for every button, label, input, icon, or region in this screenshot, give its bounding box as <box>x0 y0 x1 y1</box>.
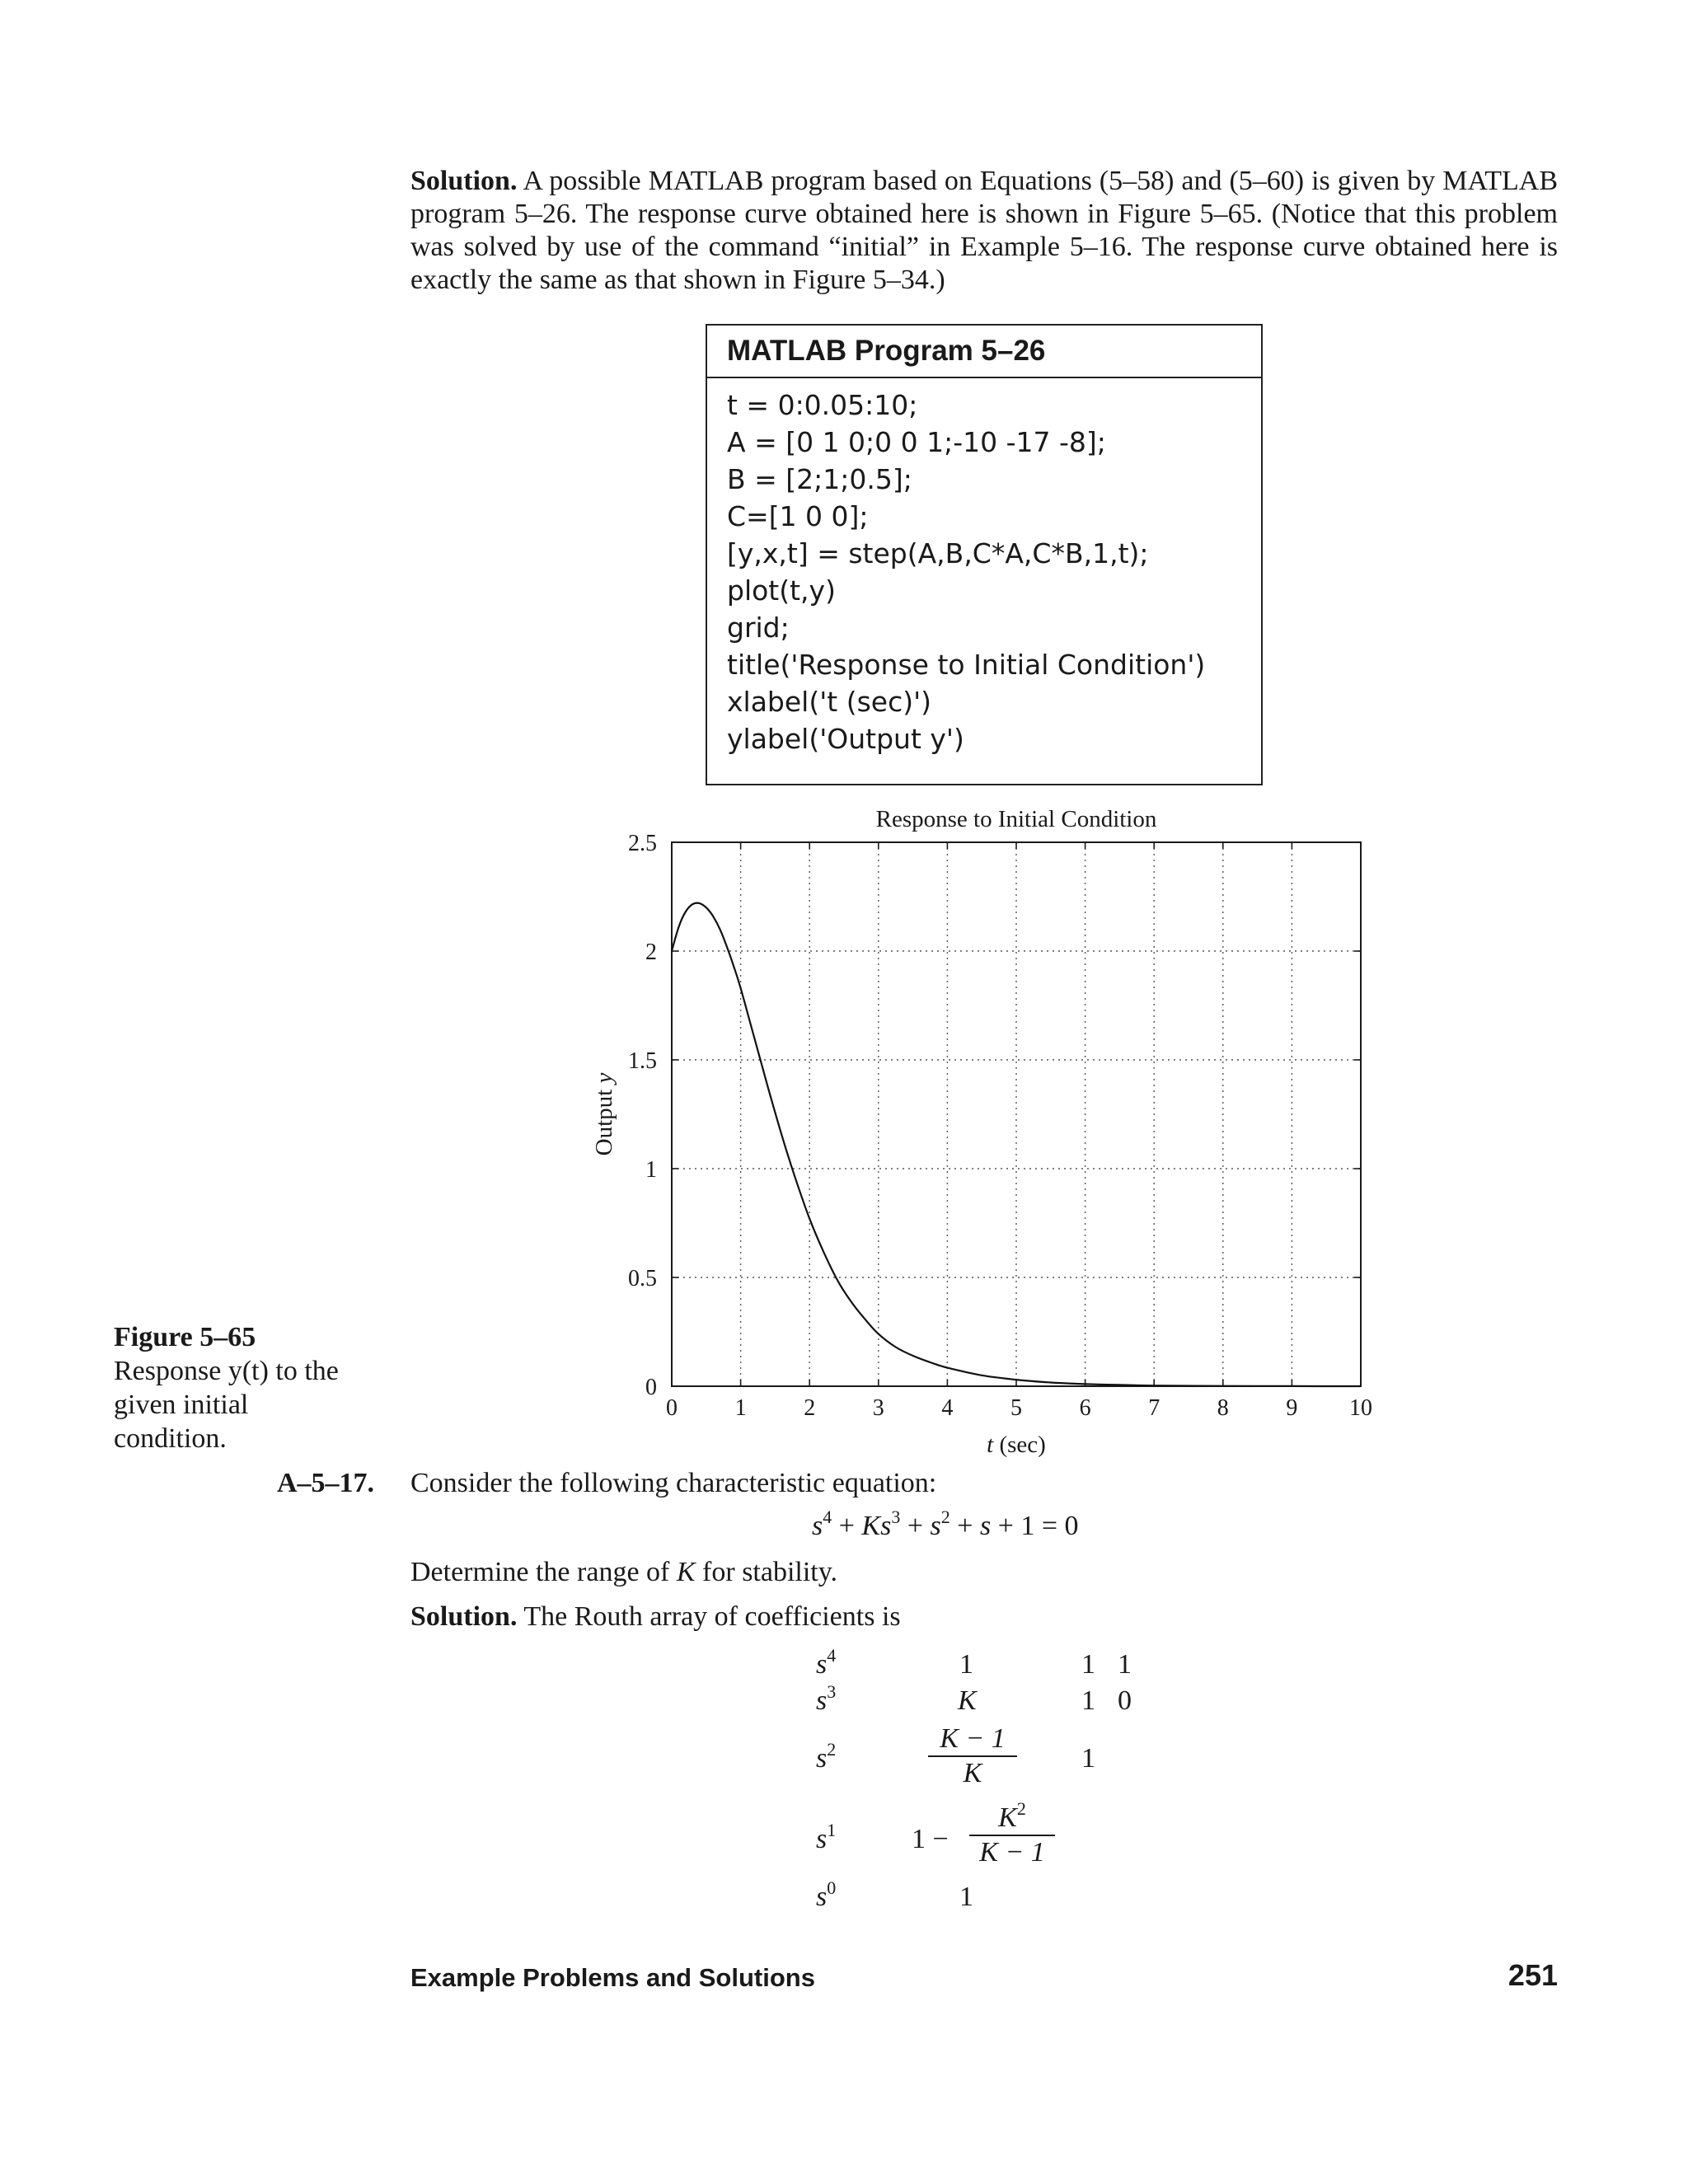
eq-plus: + <box>950 1511 980 1541</box>
x-tick-label: 5 <box>1010 1395 1022 1421</box>
code-line: C=[1 0 0]; <box>727 500 869 532</box>
determine-line <box>410 1556 837 1589</box>
routh-cell <box>958 1685 977 1718</box>
x-tick-label: 0 <box>666 1395 678 1421</box>
fraction-denominator <box>928 1757 1017 1790</box>
routh-row-label <box>816 1820 837 1856</box>
routh-row-label <box>816 1645 837 1681</box>
routh-cell: 1 <box>1118 1649 1132 1680</box>
x-axis-unit: (sec) <box>993 1432 1046 1458</box>
y-tick-label: 0 <box>645 1375 657 1400</box>
eq-s: s <box>979 1511 992 1541</box>
response-chart <box>544 799 1418 1459</box>
fraction-num-pow: 2 <box>1016 1798 1026 1819</box>
x-tick-label: 2 <box>804 1395 816 1421</box>
characteristic-equation <box>812 1507 1079 1543</box>
routh-array <box>816 1645 1162 1929</box>
routh-cell: 0 <box>1118 1685 1132 1716</box>
solution2-line <box>410 1601 901 1633</box>
fraction-num-text: K − 1 <box>940 1723 1006 1754</box>
routh-row-label <box>816 1877 837 1914</box>
solution2-label: Solution. <box>410 1601 518 1632</box>
fraction-den-text: K − 1 <box>979 1837 1045 1868</box>
solution2-text: The Routh array of coefficients is <box>523 1601 901 1632</box>
routh-fraction <box>969 1798 1055 1869</box>
fraction-num-k: K <box>998 1802 1017 1833</box>
figure-caption-text: Response y(t) to the given initial condition. <box>114 1356 339 1454</box>
code-line: xlabel('t (sec)') <box>727 686 932 718</box>
routh-pow: 1 <box>827 1820 837 1840</box>
x-tick-label: 7 <box>1148 1395 1160 1421</box>
y-tick-label: 1 <box>645 1157 657 1183</box>
eq-pow: 4 <box>823 1507 832 1527</box>
code-line: title('Response to Initial Condition') <box>727 649 1206 681</box>
y-tick-label: 1.5 <box>628 1048 657 1074</box>
routh-cell: 1 − <box>912 1824 949 1854</box>
fraction-numerator <box>928 1722 1017 1755</box>
code-line: grid; <box>727 612 790 644</box>
routh-s: s <box>816 1824 828 1854</box>
y-tick-label: 2 <box>645 940 657 965</box>
eq-tail: + 1 = 0 <box>991 1511 1079 1541</box>
routh-cell: 1 <box>959 1649 973 1680</box>
x-tick-label: 6 <box>1079 1395 1091 1421</box>
determine-text-end: for stability. <box>695 1557 838 1587</box>
determine-k: K <box>676 1557 696 1587</box>
determine-text: Determine the range of <box>410 1557 677 1587</box>
routh-s: s <box>816 1743 828 1774</box>
eq-s: s <box>880 1511 892 1541</box>
eq-pow: 3 <box>891 1507 901 1527</box>
routh-k: K <box>958 1685 977 1716</box>
y-tick-label: 2.5 <box>628 831 657 856</box>
x-tick-label: 10 <box>1349 1395 1372 1421</box>
routh-cell: 1 <box>1081 1649 1095 1680</box>
routh-cell: 1 <box>1081 1743 1095 1774</box>
y-tick-label: 0.5 <box>628 1266 657 1291</box>
chart-title: Response to Initial Condition <box>875 806 1157 832</box>
problem-intro: Consider the following characteristic equation: <box>410 1468 937 1498</box>
code-line: B = [2;1;0.5]; <box>727 463 912 495</box>
figure-number: Figure 5–65 <box>114 1322 256 1352</box>
ticks <box>628 831 1372 1421</box>
eq-s: s <box>812 1511 823 1541</box>
y-axis-text: Output <box>591 1083 617 1156</box>
footer-section-title: Example Problems and Solutions <box>410 1963 815 1992</box>
routh-pow: 3 <box>827 1681 837 1702</box>
routh-s: s <box>816 1649 828 1680</box>
x-axis-var: t <box>987 1432 994 1458</box>
routh-cell: 1 <box>1081 1685 1095 1716</box>
y-axis-var: y <box>591 1072 617 1084</box>
solution-label: Solution. <box>410 166 518 196</box>
matlab-code <box>707 378 1261 757</box>
routh-cell: 1 <box>959 1882 973 1912</box>
x-axis-label <box>987 1432 1046 1458</box>
page-number: 251 <box>1507 1958 1558 1992</box>
eq-plus: + <box>832 1511 862 1541</box>
routh-pow: 0 <box>827 1877 837 1898</box>
code-line: plot(t,y) <box>727 574 836 607</box>
eq-plus: + <box>900 1511 931 1541</box>
y-axis-label <box>591 1073 617 1156</box>
x-tick-label: 4 <box>941 1395 954 1421</box>
figure-caption <box>114 1320 361 1455</box>
x-tick-label: 9 <box>1286 1395 1298 1421</box>
matlab-program-box <box>706 324 1263 785</box>
matlab-program-title: MATLAB Program 5–26 <box>707 326 1261 378</box>
eq-s: s <box>930 1511 941 1541</box>
code-line: A = [0 1 0;0 0 1;-10 -17 -8]; <box>727 426 1106 458</box>
eq-k: K <box>861 1511 881 1541</box>
problem-number: A–5–17. <box>277 1468 375 1498</box>
routh-s: s <box>816 1882 828 1912</box>
x-tick-label: 8 <box>1217 1395 1229 1421</box>
fraction-den-text: K <box>963 1758 982 1788</box>
fraction-numerator <box>969 1798 1055 1835</box>
routh-s: s <box>816 1685 828 1716</box>
solution-text: A possible MATLAB program based on Equations (5–58) and (5–60) is given by MATLAB program 5–26. The response curve obtained here is shown in Figure 5–65. (Notice that this problem was solved by use of the command “initial” in Example 5–16. The response curve obtained here is exactly the same as that shown in Figure 5–34.) <box>410 166 1558 295</box>
routh-row-label <box>816 1681 837 1718</box>
code-line: ylabel('Output y') <box>727 723 964 755</box>
code-line: [y,x,t] = step(A,B,C*A,C*B,1,t); <box>727 537 1149 569</box>
routh-row-label <box>816 1739 837 1775</box>
eq-pow: 2 <box>940 1507 950 1527</box>
x-tick-label: 1 <box>734 1395 747 1421</box>
x-tick-label: 3 <box>872 1395 884 1421</box>
solution-paragraph <box>410 165 1558 297</box>
routh-pow: 4 <box>827 1645 837 1666</box>
routh-fraction <box>928 1722 1017 1790</box>
fraction-denominator <box>969 1836 1055 1869</box>
code-line: t = 0:0.05:10; <box>727 389 918 421</box>
routh-pow: 2 <box>827 1739 837 1760</box>
